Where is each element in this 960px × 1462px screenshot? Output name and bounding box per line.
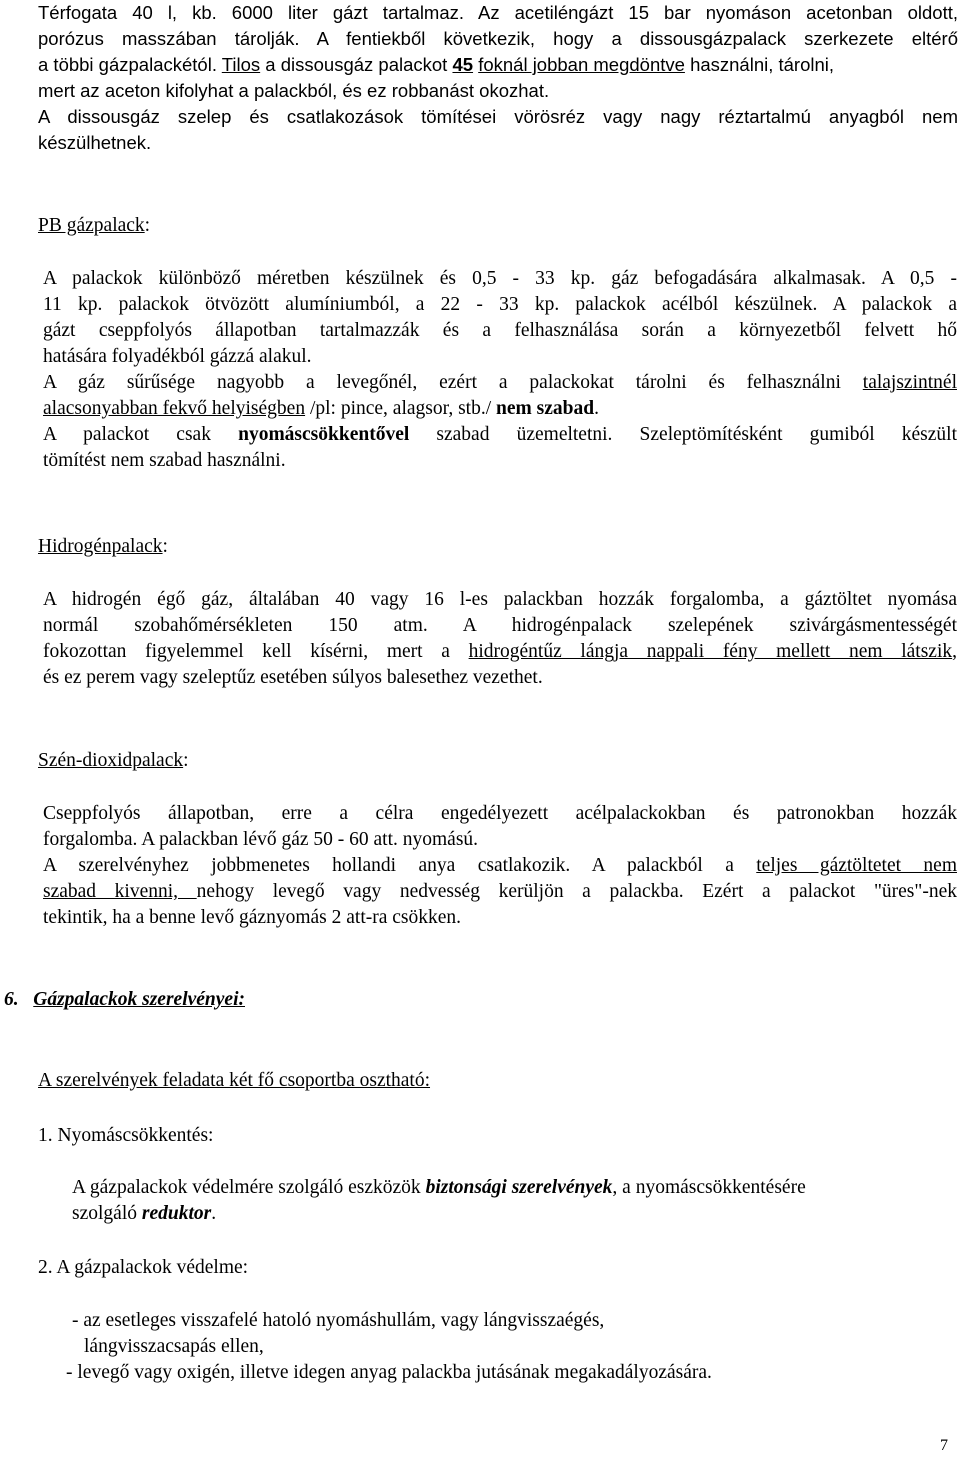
pb-heading: PB gázpalack:	[38, 215, 151, 236]
warning-tilos: Tilos	[221, 54, 261, 75]
text-line: szolgáló reduktor.	[72, 1203, 217, 1224]
co2-heading: Szén-dioxidpalack:	[38, 750, 189, 771]
text-line: szabad kivenni, nehogy levegő vagy nedvesség kerüljön a palackba. Ezért a palackot "üres"-nek	[43, 881, 957, 902]
intro-paragraph	[38, 0, 958, 156]
page-number: 7	[940, 1437, 948, 1454]
section-title: Gázpalackok szerelvényei:	[33, 989, 245, 1010]
hydrogen-paragraph	[43, 587, 957, 691]
item-1-paragraph	[72, 1175, 957, 1227]
text-line: A gáz sűrűsége nagyobb a levegőnél, ezért a palackokat tárolni és felhasználni talajszintnél	[43, 372, 957, 393]
text-line: a többi gázpalackétól. Tilos a dissousgáz palackot 45 foknál jobban megdöntve használni, tárolni,	[38, 54, 835, 75]
text-line: készülhetnek.	[38, 132, 152, 153]
text-line: A hidrogén égő gáz, általában 40 vagy 16 l-es palackban hozzák forgalomba, a gáztöltet nyomása	[43, 589, 957, 610]
section-number: 6.	[4, 989, 19, 1010]
text-line: tekintik, ha a benne levő gáznyomás 2 att-ra csökken.	[43, 907, 462, 928]
co2-paragraph	[43, 801, 957, 931]
text-line: A gázpalackok védelmére szolgáló eszközök biztonsági szerelvények, a nyomáscsökkentésére	[72, 1177, 806, 1198]
text-line: normál szobahőmérsékleten 150 atm. A hidrogénpalack szelepének szivárgásmentességét	[43, 615, 957, 636]
list-item: - levegő vagy oxigén, illetve idegen anyag palackba jutásának megakadályozására.	[66, 1362, 712, 1383]
text-line: Cseppfolyós állapotban, erre a célra engedélyezett acélpalackokban és patronokban hozzák	[43, 803, 957, 824]
text-line: tömítést nem szabad használni.	[43, 450, 286, 471]
list-item: - az esetleges visszafelé hatoló nyomáshullám, vagy lángvisszaégés,	[72, 1310, 605, 1331]
text-line: A palackok különböző méretben készülnek és 0,5 - 33 kp. gáz befogadására alkalmasak. A 0,5 -	[43, 268, 957, 289]
hydrogen-heading: Hidrogénpalack:	[38, 536, 168, 557]
section-6-heading	[4, 987, 245, 1013]
pb-paragraph	[43, 266, 957, 474]
text-line: A szerelvényhez jobbmenetes hollandi anya csatlakozik. A palackból a teljes gáztöltetet nem	[43, 855, 957, 876]
text-line: gázt cseppfolyós állapotban tartalmazzák és a felhasználása során a környezetből felvett hő	[43, 320, 957, 341]
text-line: mert az aceton kifolyhat a palackból, és ez robbanást okozhat.	[38, 80, 550, 101]
section-6-subheading: A szerelvények feladata két fő csoportba osztható:	[38, 1070, 431, 1091]
item-1-label: 1. Nyomáscsökkentés:	[38, 1125, 214, 1146]
text-line: porózus masszában tárolják. A fentiekből következik, hogy a dissousgázpalack szerkezete eltérő	[38, 28, 958, 49]
item-2-label: 2. A gázpalackok védelme:	[38, 1257, 249, 1278]
text-line: 11 kp. palackok ötvözött alumíniumból, a 22 - 33 kp. palackok acélból készülnek. A palackok a	[43, 294, 957, 315]
text-line: Térfogata 40 l, kb. 6000 liter gázt tartalmaz. Az acetiléngázt 15 bar nyomáson acetonban oldott,	[38, 2, 958, 23]
text-line: A dissousgáz szelep és csatlakozások tömítései vörösréz vagy nagy réztartalmú anyagból nem	[38, 106, 958, 127]
item-2-list	[66, 1308, 957, 1386]
angle-value: 45	[452, 54, 474, 75]
text-line: forgalomba. A palackban lévő gáz 50 - 60 att. nyomású.	[43, 829, 479, 850]
text-line: hatására folyadékból gázzá alakul.	[43, 346, 312, 367]
text-line: és ez perem vagy szeleptűz esetében súlyos balesethez vezethet.	[43, 667, 543, 688]
text-line: fokozottan figyelemmel kell kísérni, mert a hidrogéntűz lángja nappali fény mellett nem látszik,	[43, 641, 957, 662]
text-line: alacsonyabban fekvő helyiségben /pl: pince, alagsor, stb./ nem szabad.	[43, 398, 599, 419]
text-line: A palackot csak nyomáscsökkentővel szabad üzemeltetni. Szeleptömítésként gumiból készült	[43, 424, 957, 445]
list-item-continuation: lángvisszacsapás ellen,	[84, 1336, 264, 1357]
